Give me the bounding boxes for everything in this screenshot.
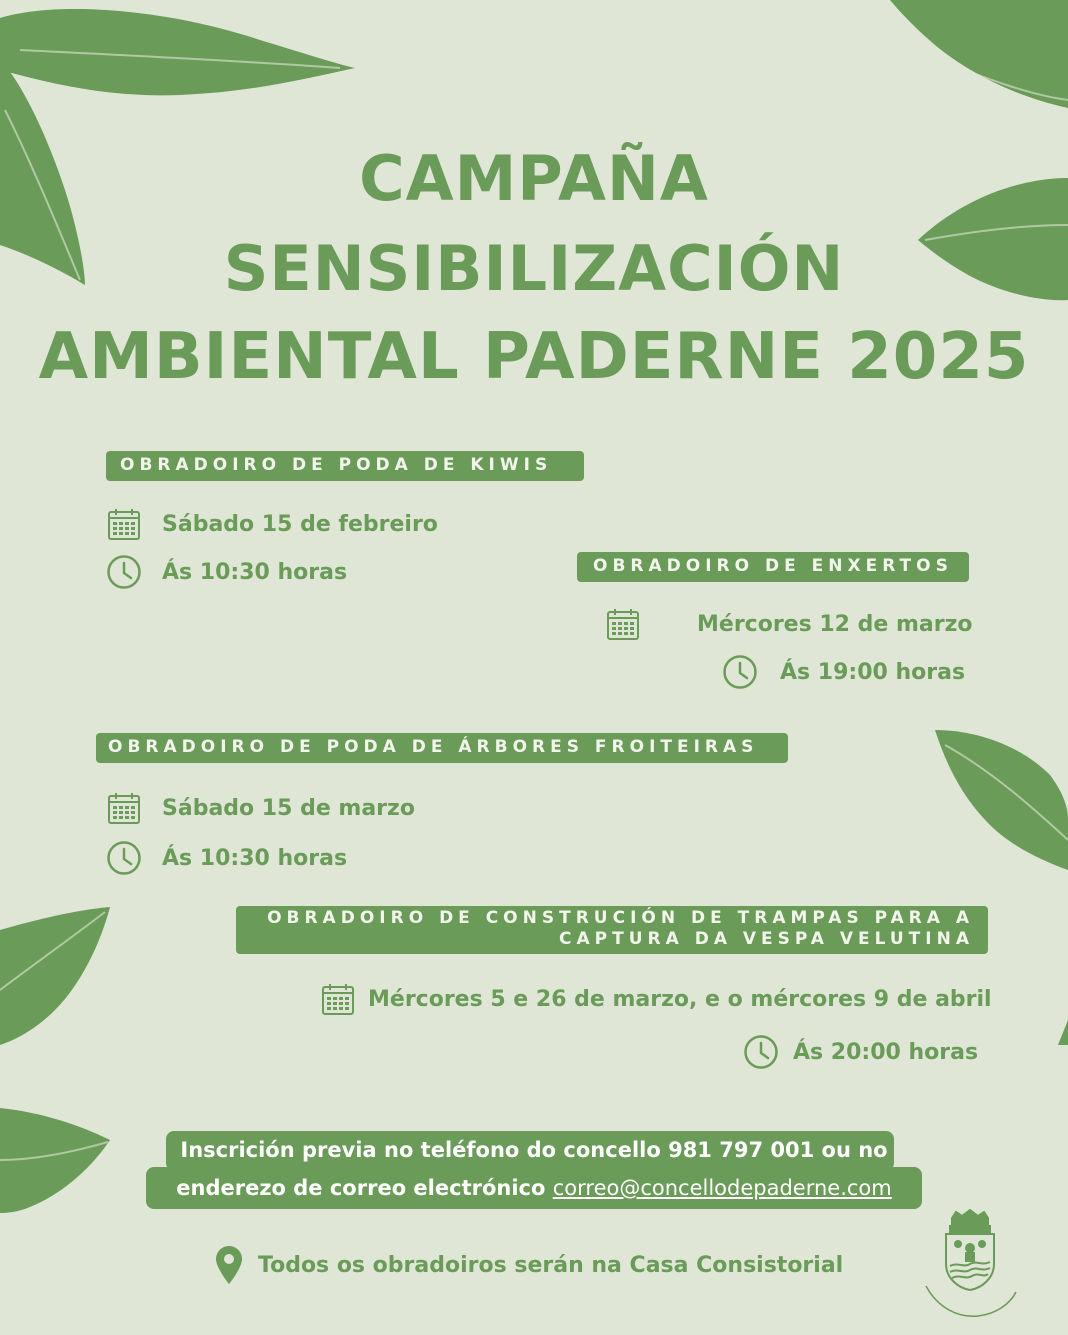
workshop-4-date-row xyxy=(320,981,992,1017)
workshop-4-label xyxy=(236,906,988,954)
workshop-4-label-line-1: OBRADOIRO DE CONSTRUCIÓN DE TRAMPAS PARA A xyxy=(267,908,974,928)
map-pin-icon xyxy=(216,1246,242,1284)
calendar-icon xyxy=(106,506,142,542)
workshop-1-time-row xyxy=(106,554,347,590)
workshop-1-date: Sábado 15 de febreiro xyxy=(162,511,438,537)
clock-icon xyxy=(743,1034,779,1070)
workshop-4-time-row xyxy=(743,1034,978,1070)
workshop-4-label-line-2: CAPTURA DA VESPA VELUTINA xyxy=(559,929,974,949)
clock-icon xyxy=(106,840,142,876)
workshop-3-time-row xyxy=(106,840,347,876)
workshop-2-date: Mércores 12 de marzo xyxy=(697,611,973,637)
workshop-1-time: Ás 10:30 horas xyxy=(162,559,348,585)
calendar-icon xyxy=(605,606,641,642)
workshop-2-time-row xyxy=(722,654,965,690)
leaf-left-bottom xyxy=(0,1108,110,1213)
clock-icon xyxy=(106,554,142,590)
registration-line-1: Inscrición previa no teléfono do concello 981 797 001 ou no xyxy=(180,1138,888,1162)
title-line-2: SENSIBILIZACIÓN xyxy=(223,232,845,305)
email-link[interactable]: correo@concellodepaderne.com xyxy=(552,1176,892,1200)
workshop-3-time: Ás 10:30 horas xyxy=(162,845,348,871)
location-row xyxy=(216,1246,843,1284)
leaf-left-mid xyxy=(0,907,110,1045)
workshop-3-date: Sábado 15 de marzo xyxy=(162,795,415,821)
calendar-icon xyxy=(106,790,142,826)
registration-prefix: enderezo de correo electrónico xyxy=(176,1176,546,1200)
workshop-1-date-row xyxy=(106,506,438,542)
workshop-4-date: Mércores 5 e 26 de marzo, e o mércores 9 de abril xyxy=(368,986,992,1012)
title-line-3: AMBIENTAL PADERNE 2025 xyxy=(38,320,1030,394)
workshop-3-date-row xyxy=(106,790,415,826)
registration-line-2 xyxy=(146,1176,922,1200)
leaf-right-bottom xyxy=(1058,1020,1068,1045)
workshop-2-date-row xyxy=(605,606,972,642)
workshop-2-label: OBRADOIRO DE ENXERTOS xyxy=(577,552,969,582)
workshop-2-time: Ás 19:00 horas xyxy=(780,659,966,685)
clock-icon xyxy=(722,654,758,690)
title-line-1: CAMPAÑA xyxy=(359,142,709,215)
leaf-top-right-1 xyxy=(890,0,1068,108)
workshop-3-label: OBRADOIRO DE PODA DE ÁRBORES FROITEIRAS xyxy=(96,733,788,763)
workshop-1-label: OBRADOIRO DE PODA DE KIWIS xyxy=(106,451,584,481)
calendar-icon xyxy=(320,981,356,1017)
workshop-4-time: Ás 20:00 horas xyxy=(793,1039,979,1065)
registration-box xyxy=(146,1131,922,1209)
concello-crest-logo xyxy=(918,1208,1022,1326)
location-text: Todos os obradoiros serán na Casa Consistorial xyxy=(258,1252,844,1278)
